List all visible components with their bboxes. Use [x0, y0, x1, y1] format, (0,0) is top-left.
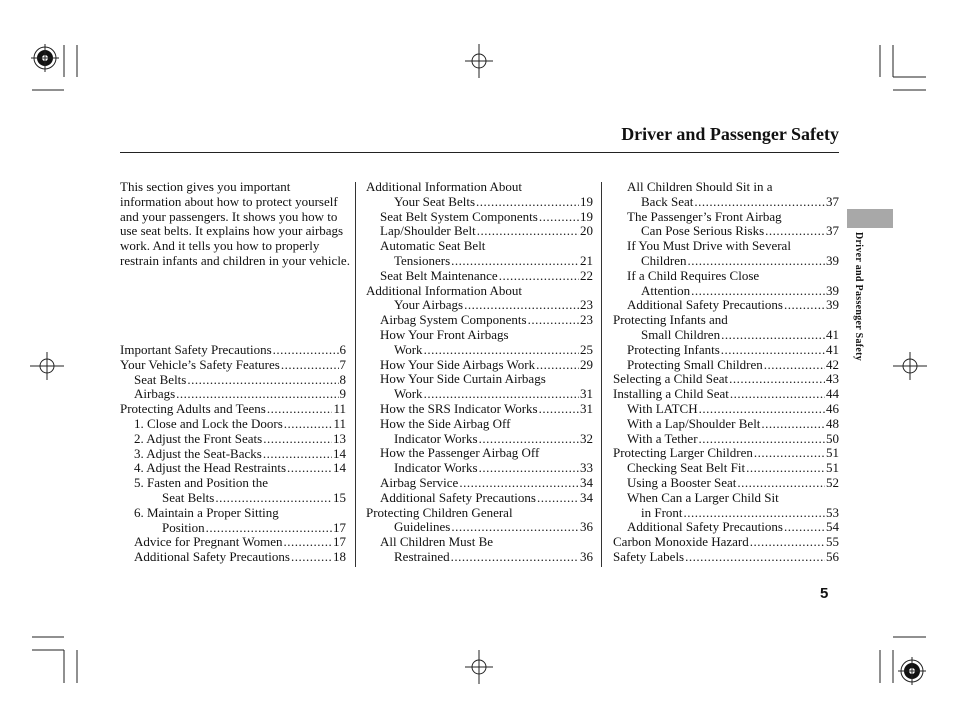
toc-entry[interactable] [613, 328, 839, 343]
toc-entry[interactable] [120, 461, 346, 476]
toc-page-number: 53 [826, 504, 839, 520]
toc-page-number: 41 [826, 341, 839, 357]
toc-leader-dots [479, 432, 579, 447]
toc-entry[interactable] [613, 535, 839, 550]
toc-entry-label: Work [394, 341, 423, 357]
toc-leader-dots [539, 402, 579, 417]
toc-entry-heading: How Your Side Curtain Airbags [380, 371, 546, 387]
toc-page-number: 11 [333, 401, 346, 417]
toc-leader-dots [730, 387, 825, 402]
toc-leader-dots [684, 506, 825, 521]
toc-entry[interactable] [613, 446, 839, 461]
toc-page-number: 20 [580, 223, 593, 239]
registration-top [465, 44, 493, 78]
toc-page-number: 48 [826, 415, 839, 431]
toc-entry-label: Safety Labels [613, 548, 685, 564]
registration-bottom [465, 650, 493, 684]
toc-entry[interactable] [366, 269, 593, 284]
toc-entry[interactable] [613, 224, 839, 239]
toc-column-3 [613, 180, 839, 565]
toc-leader-dots [206, 521, 332, 536]
toc-entry-label: 1. Close and Lock the Doors [134, 415, 283, 431]
toc-entry-heading: If a Child Requires Close [627, 267, 760, 283]
toc-entry-heading: Protecting Infants and [613, 312, 728, 328]
toc-page-number: 42 [826, 356, 839, 372]
toc-entry[interactable] [120, 491, 346, 506]
toc-leader-dots [291, 550, 332, 565]
toc-entry[interactable] [120, 535, 346, 550]
toc-entry[interactable] [613, 298, 839, 313]
toc-leader-dots [729, 372, 825, 387]
column-divider-2 [601, 182, 602, 567]
toc-page-number: 50 [826, 430, 839, 446]
toc-entry[interactable] [613, 402, 839, 417]
toc-entry-label: Additional Safety Precautions [627, 297, 783, 313]
toc-entry-label: Protecting Small Children [627, 356, 763, 372]
toc-page-number: 54 [826, 519, 839, 535]
toc-entry-label: Indicator Works [394, 430, 478, 446]
toc-page-number: 19 [580, 193, 593, 209]
toc-page-number: 55 [826, 534, 839, 550]
toc-entry-heading: Protecting Children General [366, 504, 513, 520]
toc-leader-dots [267, 402, 333, 417]
toc-entry[interactable] [613, 343, 839, 358]
toc-entry-label: Position [162, 519, 205, 535]
toc-leader-dots [784, 520, 825, 535]
toc-entry-label: Protecting Adults and Teens [120, 401, 266, 417]
toc-leader-dots [539, 210, 579, 225]
toc-page-number: 52 [826, 474, 839, 490]
toc-entry-heading: How the Side Airbag Off [380, 415, 511, 431]
toc-entry[interactable] [120, 358, 346, 373]
toc-entry-heading: All Children Must Be [380, 534, 494, 550]
toc-entry-label: Indicator Works [394, 460, 478, 476]
toc-entry-heading: How the Passenger Airbag Off [380, 445, 540, 461]
toc-entry-label: Airbags [134, 386, 176, 402]
toc-page-number: 43 [826, 371, 839, 387]
toc-leader-dots [784, 298, 825, 313]
toc-leader-dots [761, 417, 825, 432]
toc-leader-dots [737, 476, 825, 491]
toc-entry[interactable] [366, 387, 593, 402]
toc-page-number: 29 [580, 356, 593, 372]
toc-entry[interactable] [613, 476, 839, 491]
toc-leader-dots [263, 447, 332, 462]
toc-entry-heading: The Passenger’s Front Airbag [627, 208, 782, 224]
toc-page-number: 8 [339, 371, 346, 387]
toc-entry-heading: When Can a Larger Child Sit [627, 489, 779, 505]
toc-page-number: 11 [333, 415, 346, 431]
toc-leader-dots [215, 491, 332, 506]
title-rule [120, 152, 839, 153]
toc-entry-label: Lap/Shoulder Belt [380, 223, 476, 239]
toc-leader-dots [528, 313, 579, 328]
toc-entry-heading: How Your Front Airbags [380, 326, 509, 342]
toc-entry-label: Back Seat [641, 193, 694, 209]
toc-entry-label: Protecting Larger Children [613, 445, 753, 461]
toc-entry[interactable] [120, 387, 346, 402]
toc-entry[interactable] [366, 491, 593, 506]
toc-entry-label: Children [641, 252, 687, 268]
toc-leader-dots [691, 284, 825, 299]
toc-entry-label: Checking Seat Belt Fit [627, 460, 746, 476]
toc-entry[interactable] [120, 402, 346, 417]
toc-entry-label: Selecting a Child Seat [613, 371, 729, 387]
toc-leader-dots [479, 461, 579, 476]
toc-page-number: 39 [826, 297, 839, 313]
starburst-top-left [31, 44, 59, 72]
toc-leader-dots [424, 387, 579, 402]
toc-entry[interactable] [613, 372, 839, 387]
toc-entry[interactable] [613, 520, 839, 535]
toc-entry[interactable] [613, 461, 839, 476]
registration-right [893, 352, 927, 380]
page-number: 5 [820, 585, 829, 602]
toc-page-number: 51 [826, 445, 839, 461]
toc-entry-label: Using a Booster Seat [627, 474, 737, 490]
toc-entry-label: With a Tether [627, 430, 698, 446]
toc-entry[interactable] [120, 373, 346, 388]
toc-entry[interactable] [613, 284, 839, 299]
toc-leader-dots [263, 432, 332, 447]
toc-entry-label: 3. Adjust the Seat-Backs [134, 445, 262, 461]
toc-entry-label: Installing a Child Seat [613, 386, 729, 402]
toc-entry-label: Additional Safety Precautions [627, 519, 783, 535]
toc-entry[interactable] [366, 358, 593, 373]
toc-entry-label: Seat Belts [134, 371, 187, 387]
toc-entry-heading: 5. Fasten and Position the [134, 475, 268, 491]
toc-page-number: 14 [333, 460, 346, 476]
section-tab [847, 209, 893, 228]
section-tab-label: Driver and Passenger Safety [853, 232, 864, 362]
toc-leader-dots [536, 358, 579, 373]
toc-leader-dots [699, 432, 825, 447]
toc-entry[interactable] [366, 476, 593, 491]
column-divider-1 [355, 182, 356, 567]
toc-leader-dots [451, 520, 579, 535]
toc-column-2 [366, 180, 593, 565]
starburst-bottom-right [898, 657, 926, 685]
toc-leader-dots [688, 254, 826, 269]
toc-leader-dots [750, 535, 825, 550]
toc-leader-dots [764, 358, 825, 373]
toc-page-number: 56 [826, 548, 839, 564]
toc-leader-dots [721, 328, 825, 343]
toc-entry[interactable] [366, 195, 593, 210]
toc-leader-dots [476, 195, 579, 210]
toc-page-number: 31 [580, 400, 593, 416]
toc-entry-label: Important Safety Precautions [120, 342, 272, 357]
toc-entry-heading: Automatic Seat Belt [380, 238, 486, 254]
toc-entry-label: Small Children [641, 326, 721, 342]
toc-entry-label: How the SRS Indicator Works [380, 400, 538, 416]
toc-entry-label: Attention [641, 282, 691, 298]
toc-leader-dots [499, 269, 579, 284]
toc-column-1 [120, 343, 346, 565]
toc-page-number: 39 [826, 252, 839, 268]
toc-page-number: 37 [826, 193, 839, 209]
toc-entry[interactable] [366, 550, 593, 565]
toc-leader-dots [287, 461, 332, 476]
toc-leader-dots [273, 343, 339, 358]
toc-entry-label: Additional Safety Precautions [380, 489, 536, 505]
toc-leader-dots [281, 358, 339, 373]
toc-page-number: 9 [339, 386, 346, 402]
toc-entry-heading: 6. Maintain a Proper Sitting [134, 504, 279, 520]
toc-page-number: 21 [580, 252, 593, 268]
toc-entry-label: Guidelines [394, 519, 451, 535]
toc-page-number: 17 [333, 519, 346, 535]
toc-entry-label: 4. Adjust the Head Restraints [134, 460, 287, 476]
toc-entry-heading: All Children Should Sit in a [627, 179, 773, 194]
toc-entry[interactable] [613, 506, 839, 521]
toc-entry[interactable] [366, 210, 593, 225]
intro-paragraph: This section gives you important information about how to protect yourself and your passengers. It shows you how to use seat belts. It explains how your airbags work. And it tells you how to properly restrain infants and children in your vehicle. [120, 179, 350, 268]
toc-entry-label: Can Pose Serious Risks [641, 223, 765, 239]
toc-page-number: 51 [826, 460, 839, 476]
toc-entry[interactable] [120, 417, 346, 432]
toc-entry-label: Restrained [394, 548, 450, 564]
toc-entry[interactable] [613, 550, 839, 565]
toc-leader-dots [765, 224, 825, 239]
toc-leader-dots [694, 195, 825, 210]
toc-entry-label: 2. Adjust the Front Seats [134, 430, 263, 446]
toc-leader-dots [451, 254, 579, 269]
toc-page-number: 39 [826, 282, 839, 298]
toc-page-number: 17 [333, 534, 346, 550]
toc-entry-label: Your Vehicle’s Safety Features [120, 356, 280, 372]
toc-page-number: 34 [580, 489, 593, 505]
toc-entry-label: With LATCH [627, 400, 698, 416]
toc-entry[interactable] [366, 298, 593, 313]
toc-leader-dots [284, 417, 333, 432]
toc-page-number: 36 [580, 548, 593, 564]
toc-entry-label: Protecting Infants [627, 341, 720, 357]
toc-leader-dots [721, 343, 825, 358]
toc-entry-label: Seat Belt Maintenance [380, 267, 498, 283]
toc-entry[interactable] [366, 432, 593, 447]
toc-entry-label: Your Airbags [394, 297, 464, 313]
toc-entry-label: Seat Belt System Components [380, 208, 538, 224]
toc-entry[interactable] [366, 461, 593, 476]
registration-left [30, 352, 64, 380]
toc-page-number: 36 [580, 519, 593, 535]
toc-entry[interactable] [120, 521, 346, 536]
toc-entry[interactable] [120, 550, 346, 565]
toc-entry-label: Additional Safety Precautions [134, 549, 290, 565]
toc-entry-label: Carbon Monoxide Hazard [613, 534, 749, 550]
toc-leader-dots [477, 224, 579, 239]
toc-leader-dots [451, 550, 579, 565]
toc-leader-dots [176, 387, 338, 402]
toc-leader-dots [746, 461, 825, 476]
toc-page-number: 37 [826, 223, 839, 239]
toc-page-number: 18 [333, 549, 346, 565]
toc-page-number: 7 [339, 356, 346, 372]
toc-entry[interactable] [366, 254, 593, 269]
toc-entry-label: How Your Side Airbags Work [380, 356, 536, 372]
toc-entry[interactable] [366, 224, 593, 239]
toc-leader-dots [459, 476, 579, 491]
toc-page-number: 46 [826, 400, 839, 416]
toc-page-number: 22 [580, 267, 593, 283]
toc-leader-dots [699, 402, 825, 417]
toc-entry[interactable] [613, 387, 839, 402]
toc-page-number: 44 [826, 386, 839, 402]
toc-page-number: 23 [580, 297, 593, 313]
toc-entry[interactable] [613, 417, 839, 432]
toc-leader-dots [685, 550, 825, 565]
toc-entry[interactable] [120, 432, 346, 447]
toc-page-number: 31 [580, 386, 593, 402]
toc-page-number: 25 [580, 341, 593, 357]
toc-entry-label: Your Seat Belts [394, 193, 476, 209]
toc-entry[interactable] [366, 343, 593, 358]
toc-page-number: 33 [580, 460, 593, 476]
toc-entry-label: Airbag Service [380, 474, 459, 490]
toc-leader-dots [424, 343, 579, 358]
page-title: Driver and Passenger Safety [621, 124, 839, 144]
toc-entry-heading: Additional Information About [366, 179, 522, 194]
toc-entry[interactable] [366, 402, 593, 417]
toc-entry-label: in Front [641, 504, 683, 520]
toc-entry[interactable] [613, 195, 839, 210]
toc-entry[interactable] [613, 358, 839, 373]
toc-leader-dots [754, 446, 825, 461]
toc-page-number: 13 [333, 430, 346, 446]
toc-entry-label: Airbag System Components [380, 312, 527, 328]
toc-page-number: 6 [339, 342, 346, 357]
toc-page-number: 23 [580, 312, 593, 328]
toc-page-number: 19 [580, 208, 593, 224]
toc-entry[interactable] [120, 343, 346, 358]
toc-leader-dots [537, 491, 579, 506]
toc-entry-label: Advice for Pregnant Women [134, 534, 283, 550]
toc-entry-label: Work [394, 386, 423, 402]
toc-entry-heading: If You Must Drive with Several [627, 238, 791, 254]
toc-page-number: 32 [580, 430, 593, 446]
toc-entry-label: With a Lap/Shoulder Belt [627, 415, 761, 431]
toc-leader-dots [284, 535, 332, 550]
toc-entry-heading: Additional Information About [366, 282, 522, 298]
toc-page-number: 34 [580, 474, 593, 490]
toc-entry[interactable] [120, 447, 346, 462]
toc-entry[interactable] [613, 432, 839, 447]
toc-entry-label: Tensioners [394, 252, 451, 268]
toc-page-number: 41 [826, 326, 839, 342]
toc-page-number: 15 [333, 489, 346, 505]
toc-leader-dots [464, 298, 579, 313]
toc-entry[interactable] [366, 520, 593, 535]
toc-entry[interactable] [613, 254, 839, 269]
toc-entry[interactable] [366, 313, 593, 328]
toc-entry-label: Seat Belts [162, 489, 215, 505]
toc-leader-dots [187, 373, 338, 388]
toc-page-number: 14 [333, 445, 346, 461]
